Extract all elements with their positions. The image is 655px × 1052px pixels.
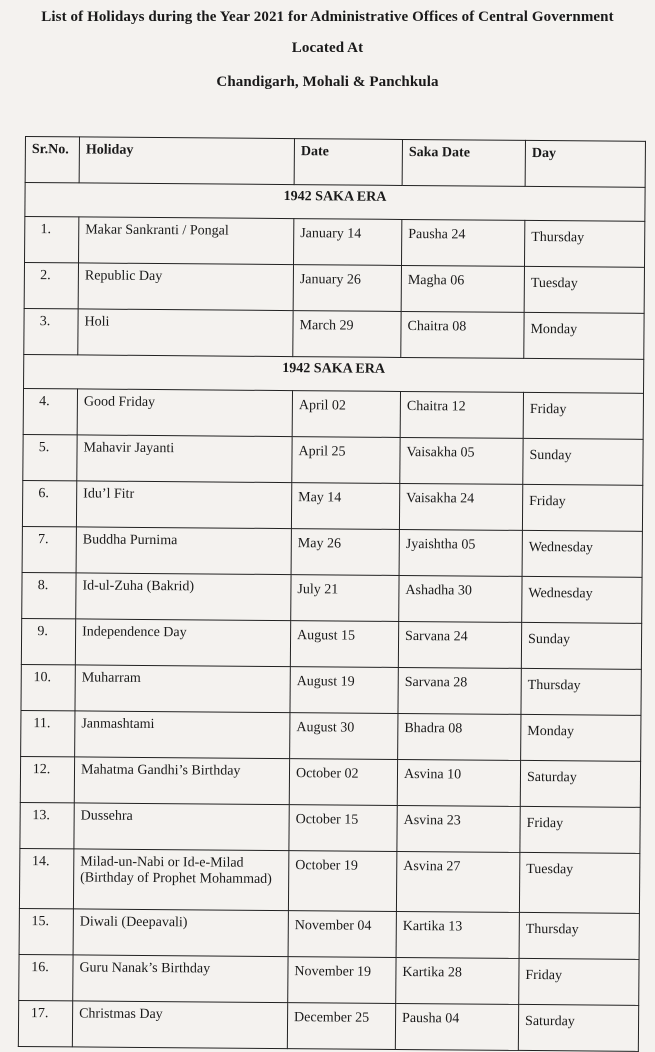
table-header-row bbox=[25, 137, 645, 188]
table-row bbox=[24, 263, 644, 314]
serial-number-cell: 1. bbox=[25, 217, 79, 263]
table-row bbox=[21, 710, 641, 761]
table-row bbox=[18, 1000, 638, 1051]
table-body bbox=[18, 183, 645, 1052]
day-cell: Sunday bbox=[523, 438, 643, 485]
table-row bbox=[22, 480, 642, 531]
saka-date-cell: Asvina 27 bbox=[396, 851, 519, 912]
saka-date-cell: Ashadha 30 bbox=[399, 575, 522, 622]
table-row bbox=[21, 618, 641, 669]
date-cell: October 02 bbox=[289, 759, 397, 806]
saka-date-cell: Magha 06 bbox=[401, 265, 524, 312]
serial-number-cell: 16. bbox=[19, 954, 73, 1000]
holiday-name-cell: Idu’l Fitr bbox=[76, 481, 291, 529]
serial-number-cell: 11. bbox=[21, 710, 75, 756]
era-row bbox=[24, 354, 644, 393]
date-cell: December 25 bbox=[287, 1003, 395, 1050]
table-row bbox=[19, 848, 639, 913]
day-cell: Wednesday bbox=[522, 576, 642, 623]
header-day: Day bbox=[525, 140, 645, 187]
holiday-name-cell: Independence Day bbox=[75, 619, 290, 667]
holiday-name-cell: Id-ul-Zuha (Bakrid) bbox=[76, 573, 291, 621]
serial-number-cell: 9. bbox=[21, 618, 75, 664]
table-row bbox=[20, 802, 640, 853]
date-cell: April 25 bbox=[292, 437, 400, 484]
table-row bbox=[25, 217, 645, 268]
holiday-table-container bbox=[18, 136, 646, 1052]
document-subtitle: Located At bbox=[291, 40, 364, 56]
table-row bbox=[20, 756, 640, 807]
header-holiday: Holiday bbox=[79, 137, 294, 185]
table-row bbox=[21, 664, 641, 715]
saka-date-cell: Asvina 23 bbox=[397, 805, 520, 852]
date-cell: October 15 bbox=[289, 805, 397, 852]
saka-date-cell: Vaisakha 05 bbox=[400, 437, 523, 484]
era-label: 1942 SAKA ERA bbox=[24, 354, 644, 393]
day-cell: Friday bbox=[522, 484, 642, 531]
saka-date-cell: Pausha 04 bbox=[395, 1003, 518, 1050]
holiday-name-cell: Dussehra bbox=[74, 803, 289, 851]
serial-number-cell: 4. bbox=[23, 388, 77, 434]
holiday-name-cell: Mahatma Gandhi’s Birthday bbox=[74, 757, 289, 805]
saka-date-cell: Kartika 13 bbox=[396, 911, 519, 958]
header-date: Date bbox=[294, 139, 402, 186]
saka-date-cell: Bhadra 08 bbox=[398, 713, 521, 760]
table-row bbox=[24, 308, 644, 359]
era-row bbox=[25, 183, 645, 222]
holiday-name-cell: Holi bbox=[78, 309, 293, 357]
table-row bbox=[23, 434, 643, 485]
serial-number-cell: 17. bbox=[18, 1000, 72, 1046]
saka-date-cell: Kartika 28 bbox=[396, 957, 519, 1004]
date-cell: January 26 bbox=[293, 265, 401, 312]
holiday-name-cell: Guru Nanak’s Birthday bbox=[73, 955, 288, 1003]
holiday-name-cell: Muharram bbox=[75, 665, 290, 713]
serial-number-cell: 2. bbox=[24, 263, 78, 309]
date-cell: August 30 bbox=[290, 713, 398, 760]
day-cell: Thursday bbox=[521, 668, 641, 715]
day-cell: Tuesday bbox=[519, 852, 639, 913]
date-cell: August 19 bbox=[290, 667, 398, 714]
date-cell: August 15 bbox=[290, 621, 398, 668]
date-cell: November 19 bbox=[288, 957, 396, 1004]
date-cell: March 29 bbox=[293, 311, 401, 358]
saka-date-cell: Chaitra 12 bbox=[400, 391, 523, 438]
saka-date-cell: Sarvana 24 bbox=[398, 621, 521, 668]
header-sr-no: Sr.No. bbox=[25, 137, 79, 183]
serial-number-cell: 10. bbox=[21, 664, 75, 710]
table-row bbox=[22, 572, 642, 623]
date-cell: May 14 bbox=[291, 483, 399, 530]
holiday-name-cell: Christmas Day bbox=[72, 1001, 287, 1049]
serial-number-cell: 3. bbox=[24, 308, 78, 354]
holiday-name-cell: Milad-un-Nabi or Id-e-Milad (Birthday of Prophet Mohammad) bbox=[73, 849, 288, 911]
date-cell: May 26 bbox=[291, 529, 399, 576]
date-cell: April 02 bbox=[292, 391, 400, 438]
date-cell: October 19 bbox=[288, 851, 396, 912]
date-cell: July 21 bbox=[291, 575, 399, 622]
day-cell: Friday bbox=[519, 958, 639, 1005]
saka-date-cell: Pausha 24 bbox=[401, 219, 524, 266]
table-row bbox=[22, 526, 642, 577]
serial-number-cell: 8. bbox=[22, 572, 76, 618]
holiday-table bbox=[18, 136, 646, 1052]
day-cell: Friday bbox=[523, 392, 643, 439]
table-row bbox=[19, 954, 639, 1005]
holiday-name-cell: Makar Sankranti / Pongal bbox=[79, 217, 294, 265]
table-row bbox=[19, 908, 639, 959]
holiday-name-cell: Buddha Purnima bbox=[76, 527, 291, 575]
date-cell: January 14 bbox=[293, 219, 401, 266]
day-cell: Saturday bbox=[520, 760, 640, 807]
date-cell: November 04 bbox=[288, 911, 396, 958]
day-cell: Sunday bbox=[521, 622, 641, 669]
era-label: 1942 SAKA ERA bbox=[25, 183, 645, 222]
day-cell: Monday bbox=[524, 312, 644, 359]
day-cell: Thursday bbox=[519, 912, 639, 959]
serial-number-cell: 5. bbox=[23, 434, 77, 480]
day-cell: Saturday bbox=[518, 1004, 638, 1051]
holiday-name-cell: Janmashtami bbox=[75, 711, 290, 759]
header-saka-date: Saka Date bbox=[402, 139, 525, 186]
holiday-name-cell: Diwali (Deepavali) bbox=[73, 909, 288, 957]
holiday-name-cell: Mahavir Jayanti bbox=[77, 435, 292, 483]
day-cell: Tuesday bbox=[524, 266, 644, 313]
day-cell: Monday bbox=[521, 714, 641, 761]
serial-number-cell: 12. bbox=[20, 756, 74, 802]
day-cell: Friday bbox=[520, 806, 640, 853]
saka-date-cell: Asvina 10 bbox=[397, 759, 520, 806]
serial-number-cell: 6. bbox=[22, 480, 76, 526]
serial-number-cell: 7. bbox=[22, 526, 76, 572]
day-cell: Wednesday bbox=[522, 530, 642, 577]
saka-date-cell: Chaitra 08 bbox=[401, 311, 524, 358]
saka-date-cell: Vaisakha 24 bbox=[399, 483, 522, 530]
holiday-name-cell: Good Friday bbox=[77, 389, 292, 437]
table-row bbox=[23, 388, 643, 439]
document-title: List of Holidays during the Year 2021 for Administrative Offices of Central Government bbox=[41, 9, 614, 25]
serial-number-cell: 13. bbox=[20, 802, 74, 848]
serial-number-cell: 15. bbox=[19, 908, 73, 954]
saka-date-cell: Sarvana 28 bbox=[398, 667, 521, 714]
day-cell: Thursday bbox=[524, 220, 644, 267]
serial-number-cell: 14. bbox=[19, 848, 73, 908]
saka-date-cell: Jyaishtha 05 bbox=[399, 529, 522, 576]
holiday-name-cell: Republic Day bbox=[78, 263, 293, 311]
document-location: Chandigarh, Mohali & Panchkula bbox=[216, 74, 439, 90]
